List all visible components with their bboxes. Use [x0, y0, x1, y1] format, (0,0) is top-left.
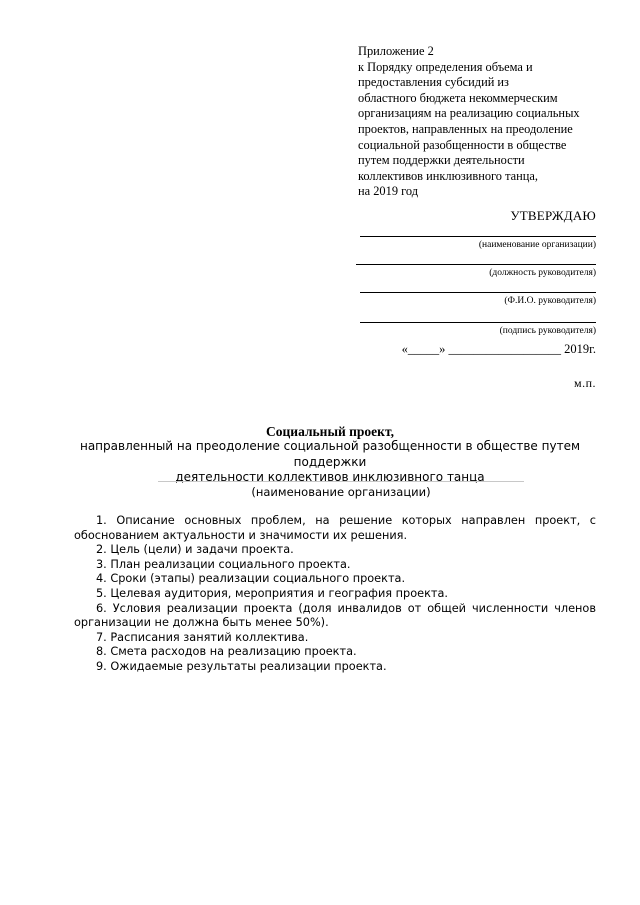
- signature-line: [360, 322, 596, 323]
- appendix-line: социальной разобщенности в обществе: [358, 137, 567, 152]
- org-name-line: [360, 236, 596, 237]
- appendix-line: Приложение 2: [358, 44, 434, 58]
- list-item: 2. Цель (цели) и задачи проекта.: [96, 543, 294, 557]
- organization-line: [158, 481, 524, 482]
- subtitle-line: направленный на преодоление социальной разобщенности в обществе путем поддержки: [79, 439, 580, 469]
- fullname-line: [360, 292, 596, 293]
- list-item: 6. Условия реализации проекта (доля инвалидов от общей численности членов организации не должна быть менее 50%).: [74, 601, 596, 630]
- appendix-note: [358, 44, 618, 200]
- appendix-line: на 2019 год: [358, 184, 419, 199]
- appendix-line: к Порядку определения объема и: [358, 59, 533, 74]
- appendix-line: организациям на реализацию социальных: [358, 106, 580, 121]
- org-name-caption: (наименование организации): [478, 240, 596, 250]
- approval-date: «_____» __________________ 2019г.: [401, 342, 596, 356]
- list-item: 5. Целевая аудитория, мероприятия и география проекта.: [96, 586, 449, 600]
- project-subtitle: [70, 439, 590, 486]
- signature-caption: (подпись руководителя): [499, 326, 596, 336]
- requirements-list: [74, 514, 596, 675]
- position-caption: (должность руководителя): [489, 268, 596, 278]
- stamp-place: м.п.: [573, 376, 596, 390]
- subtitle-line: деятельности коллективов инклюзивного танца: [175, 470, 485, 484]
- list-item: 3. План реализации социального проекта.: [96, 557, 351, 571]
- list-item: 9. Ожидаемые результаты реализации проекта.: [96, 659, 387, 673]
- project-title: Социальный проект,: [266, 424, 394, 439]
- approval-heading: УТВЕРЖДАЮ: [510, 208, 596, 223]
- appendix-line: областного бюджета некоммерческим: [358, 90, 558, 105]
- list-item: 7. Расписания занятий коллектива.: [96, 630, 309, 644]
- list-item: 1. Описание основных проблем, на решение которых направлен проект, с обоснованием актуальности и значимости их решения.: [74, 514, 596, 542]
- list-item: 4. Сроки (этапы) реализации социального проекта.: [96, 572, 406, 586]
- appendix-line: коллективов инклюзивного танца,: [358, 168, 539, 183]
- appendix-line: путем поддержки деятельности: [358, 153, 525, 168]
- appendix-line: предоставления субсидий из: [358, 75, 509, 90]
- list-item: 8. Смета расходов на реализацию проекта.: [96, 645, 357, 659]
- appendix-line: проектов, направленных на преодоление: [358, 121, 573, 136]
- position-line: [356, 264, 596, 265]
- organization-caption: (наименование организации): [251, 485, 431, 499]
- fullname-caption: (Ф.И.О. руководителя): [504, 296, 596, 306]
